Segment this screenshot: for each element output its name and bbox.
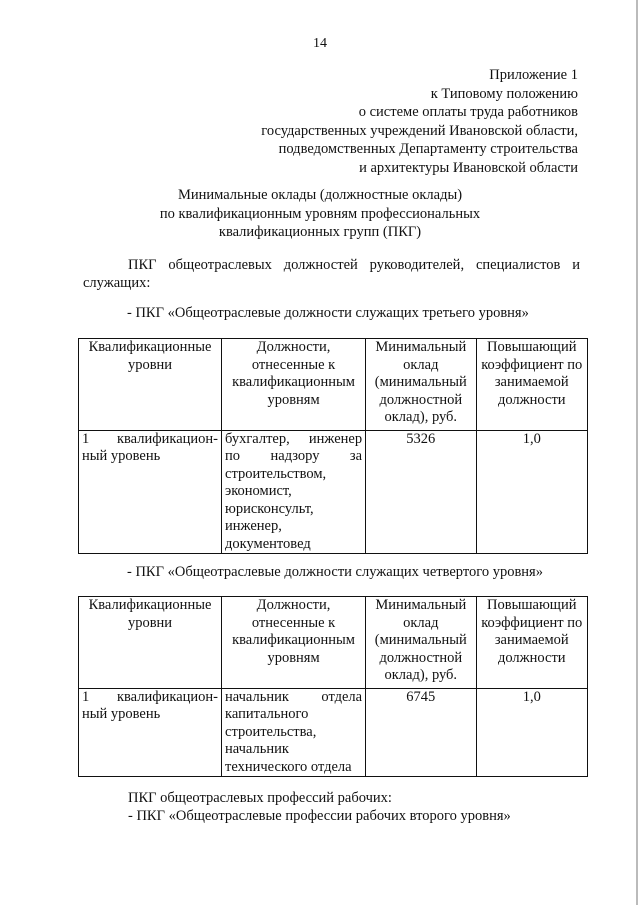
title-line: Минимальные оклады (должностные оклады) [177,187,463,203]
cell-positions: бухгалтер, инженер по надзору за строительством, экономист, юрисконсульт, инженер, документовед [222,430,366,554]
section-heading-third-level: - ПКГ «Общеотраслевые должности служащих третьего уровня» [127,305,529,321]
header-min-salary: Минимальный оклад (минимальный должностной оклад), руб. [366,597,476,689]
header-qualification-levels: Квалификационные уровни [79,597,222,689]
table-header-row [79,597,588,689]
document-title [0,186,640,242]
title-line: квалификационных групп (ПКГ) [218,224,422,240]
cell-positions: начальник отдела капитального строительства, начальник технического отдела [222,688,366,777]
header-positions: Должности, отнесенные к квалификационным уровням [222,597,366,689]
cell-level: 1 квалификацион-ный уровень [79,688,222,777]
appendix-line: к Типовому положению [430,85,578,102]
table-row [79,688,588,777]
appendix-line: подведомственных Департаменту строительства [278,141,578,157]
intro-paragraph: ПКГ общеотраслевых должностей руководителей, специалистов и служащих: [83,257,580,291]
title-line: по квалификационным уровням профессиональных [159,205,481,222]
scan-edge-line [636,0,638,905]
workers-group-title: ПКГ общеотраслевых профессий рабочих: [128,790,392,806]
page-number: 14 [313,36,327,51]
header-positions: Должности, отнесенные к квалификационным уровням [222,339,366,431]
cell-salary: 5326 [366,430,476,554]
appendix-line: о системе оплаты труда работников [358,104,578,120]
table-row [79,430,588,554]
appendix-line: и архитектуры Ивановской области [359,159,578,176]
cell-coefficient: 1,0 [476,430,588,554]
cell-level: 1 квалификацион-ный уровень [79,430,222,554]
appendix-line: государственных учреждений Ивановской области, [261,122,578,139]
salary-table-third-level [78,338,588,554]
table-header-row [79,339,588,431]
header-coefficient: Повышающий коэффициент по занимаемой должности [476,597,588,689]
cell-salary: 6745 [366,688,476,777]
header-min-salary: Минимальный оклад (минимальный должностной оклад), руб. [366,339,476,431]
workers-subgroup-heading: - ПКГ «Общеотраслевые профессии рабочих второго уровня» [128,808,511,824]
appendix-line: Приложение 1 [489,67,578,83]
header-qualification-levels: Квалификационные уровни [79,339,222,431]
appendix-header [261,66,578,177]
cell-coefficient: 1,0 [476,688,588,777]
salary-table-fourth-level [78,596,588,777]
section-heading-fourth-level: - ПКГ «Общеотраслевые должности служащих четвертого уровня» [127,564,543,580]
header-coefficient: Повышающий коэффициент по занимаемой должности [476,339,588,431]
